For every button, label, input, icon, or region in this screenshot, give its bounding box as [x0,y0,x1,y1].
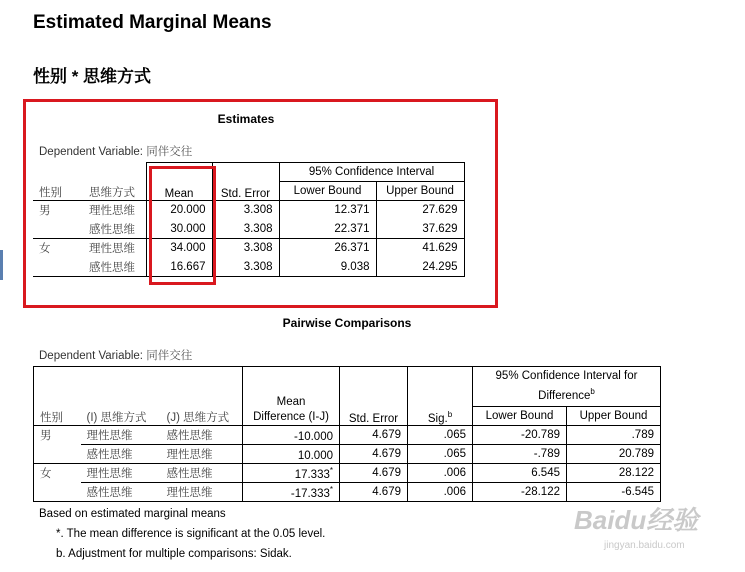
col-upper-header: Upper Bound [567,407,661,426]
gender-cell: 女 [33,239,83,258]
mean-cell: 30.000 [146,220,212,239]
col-se-header: Std. Error [212,163,279,201]
se-cell: 4.679 [340,426,408,445]
page-heading: Estimated Marginal Means [33,12,272,33]
gender-cell [34,445,81,464]
lower-cell: -.789 [473,445,567,464]
j-cell: 理性思维 [161,445,243,464]
table-row [33,220,464,239]
lower-cell: -28.122 [473,483,567,502]
diff-cell [243,464,340,483]
i-cell: 感性思维 [81,483,161,502]
estimates-table [33,162,465,277]
style-cell: 感性思维 [83,258,146,277]
mean-cell: 16.667 [146,258,212,277]
col-ci-header: 95% Confidence Interval [279,163,464,182]
diff-star: * [329,465,333,475]
col-se-header: Std. Error [340,367,408,426]
col-mean-header: Mean [146,163,212,201]
mean-cell: 20.000 [146,201,212,220]
col-sig-superscript: b [447,410,453,420]
dv-label: Dependent Variable: [39,350,143,362]
col-lower-header: Lower Bound [473,407,567,426]
lower-cell: 12.371 [279,201,376,220]
col-style-header: 思维方式 [89,187,135,199]
pairwise-title: Pairwise Comparisons [282,316,412,330]
footnote-based-on: Based on estimated marginal means [39,508,226,520]
gender-cell [33,258,83,277]
se-cell: 4.679 [340,445,408,464]
col-j-header: (J) 思维方式 [161,367,243,426]
gender-cell: 男 [34,426,81,445]
diff-value: -17.333 [290,487,330,500]
style-cell: 感性思维 [89,223,135,236]
col-ci-superscript: b [590,387,595,397]
j-cell: 感性思维 [161,464,243,483]
pairwise-dependent-variable [39,347,192,363]
col-diff-header [243,367,340,426]
col-gender-header: 性别 [39,187,62,199]
diff-cell [243,426,340,445]
footnote-adjustment: b. Adjustment for multiple comparisons: Sidak. [56,548,292,560]
se-cell: 3.308 [212,258,279,277]
col-lower-header: Lower Bound [279,182,376,201]
col-sig-label: Sig. [427,413,448,425]
lower-cell: 6.545 [473,464,567,483]
diff-cell [243,445,340,464]
table-row [34,464,661,483]
col-sig-header [408,367,473,426]
footnote-significance: *. The mean difference is significant at the 0.05 level. [56,528,326,540]
col-ci-header [473,367,661,407]
lower-cell: 26.371 [279,239,376,258]
upper-cell: .789 [567,426,661,445]
baidu-watermark-logo: Baidu经验 [574,505,699,535]
upper-cell: 37.629 [376,220,464,239]
upper-cell: 20.789 [567,445,661,464]
col-ci-label: 95% Confidence Interval for Difference [495,370,638,402]
sig-cell: .006 [408,464,473,483]
gender-cell [34,483,81,502]
j-cell: 感性思维 [161,426,243,445]
upper-cell: 27.629 [376,201,464,220]
upper-cell: -6.545 [567,483,661,502]
section-subheading: 性别 * 思维方式 [33,67,152,86]
table-row [33,239,464,258]
table-row [33,201,464,220]
gender-cell: 女 [34,464,81,483]
table-row [33,258,464,277]
col-gender-header: 性别 [34,367,81,426]
pairwise-table [33,366,661,502]
upper-cell: 28.122 [567,464,661,483]
lower-cell: -20.789 [473,426,567,445]
baidu-watermark-url: jingyan.baidu.com [604,540,685,551]
estimates-title: Estimates [217,112,275,126]
sig-cell: .006 [408,483,473,502]
gender-cell: 男 [33,201,83,220]
col-upper-header: Upper Bound [376,182,464,201]
estimates-dependent-variable [39,143,192,159]
table-row [34,483,661,502]
sig-cell: .065 [408,426,473,445]
se-cell: 3.308 [212,220,279,239]
lower-cell: 9.038 [279,258,376,277]
diff-star: * [329,484,333,494]
mean-cell: 34.000 [146,239,212,258]
table-row [34,426,661,445]
upper-cell: 41.629 [376,239,464,258]
se-cell: 3.308 [212,201,279,220]
i-cell: 理性思维 [81,464,161,483]
se-cell: 4.679 [340,483,408,502]
window-edge-strip [0,250,3,280]
se-cell: 3.308 [212,239,279,258]
diff-cell [243,483,340,502]
lower-cell: 22.371 [279,220,376,239]
table-row [34,445,661,464]
dv-label: Dependent Variable: [39,146,143,158]
style-cell: 理性思维 [83,201,146,220]
diff-value: -10.000 [293,430,333,443]
style-cell: 理性思维 [83,239,146,258]
col-diff-header-label: Mean Difference (I-J) [253,396,329,423]
sig-cell: .065 [408,445,473,464]
diff-value: 17.333 [294,468,330,481]
se-cell: 4.679 [340,464,408,483]
col-i-header: (I) 思维方式 [81,367,161,426]
j-cell: 理性思维 [161,483,243,502]
i-cell: 感性思维 [81,445,161,464]
mean-column-highlight-box [149,166,216,285]
i-cell: 理性思维 [81,426,161,445]
upper-cell: 24.295 [376,258,464,277]
dv-value: 同伴交往 [146,146,193,158]
diff-value: 10.000 [297,449,333,462]
gender-cell [33,220,83,239]
dv-value: 同伴交往 [146,350,193,362]
